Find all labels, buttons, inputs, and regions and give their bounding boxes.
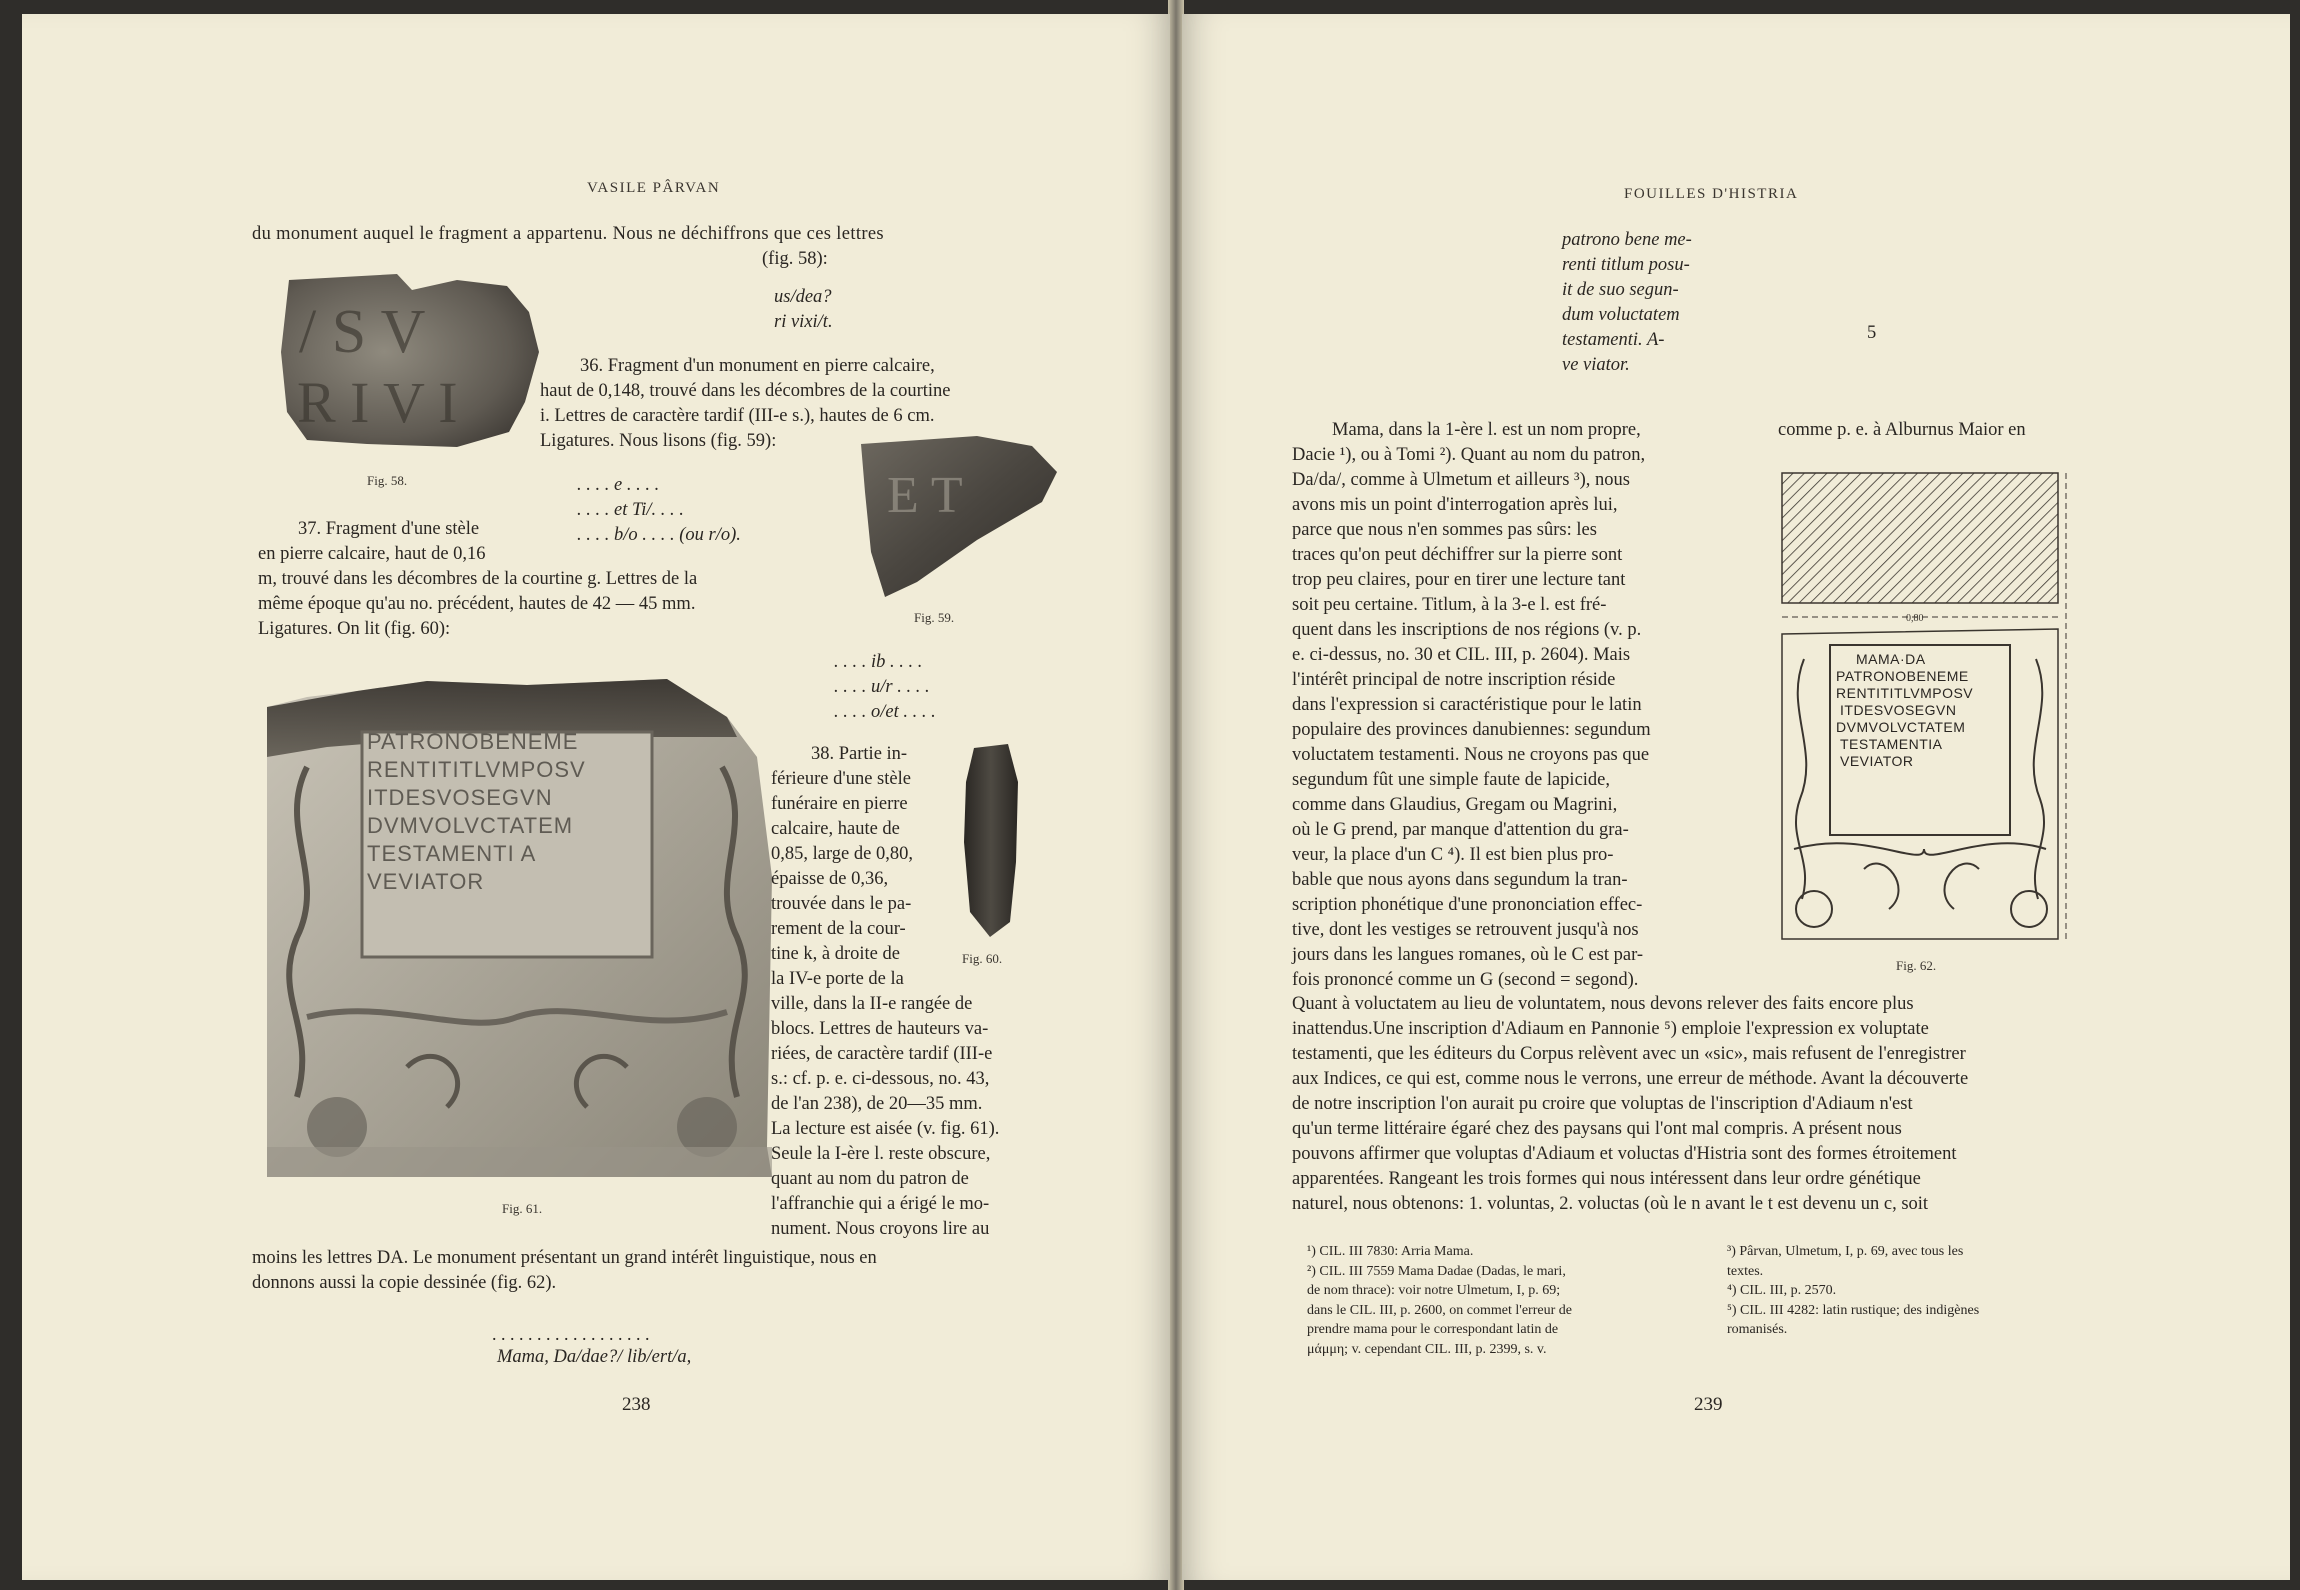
text-line: 36. Fragment d'un monument en pierre calcaire,	[580, 356, 935, 376]
fig61-photo	[267, 677, 775, 1177]
text-line: Dacie ¹), ou à Tomi ²). Quant au nom du patron,	[1292, 445, 1646, 465]
fig62-inscription-line: PATRONOBENEME	[1836, 668, 1969, 684]
intro-paragraph	[252, 222, 1070, 272]
text-line: m, trouvé dans les décombres de la courtine g. Lettres de la	[258, 569, 698, 589]
text-line: scription phonétique d'une prononciation effec-	[1292, 895, 1643, 915]
footnote: textes.	[1727, 1263, 1764, 1279]
inscription-line: renti titlum posu-	[1562, 255, 1690, 275]
reading-line: ri vixi/t.	[774, 312, 833, 332]
fig62-drawing	[1774, 469, 2074, 949]
footnote: dans le CIL. III, p. 2600, on commet l'erreur de	[1307, 1302, 1572, 1318]
fig62-inscription-line: ITDESVOSEGVN	[1840, 702, 1957, 718]
fig60-reading	[834, 650, 936, 725]
caption-fig62: Fig. 62.	[1896, 958, 1937, 973]
caption-fig59: Fig. 59.	[914, 610, 955, 625]
text-line: veur, la place d'un C ⁴). Il est bien plus pro-	[1292, 845, 1614, 865]
svg-text:ITDESVOSEGVN: ITDESVOSEGVN	[367, 785, 553, 810]
item-37-paragraph	[258, 517, 870, 642]
continued-paragraph	[1292, 992, 2107, 1217]
inscription-line: it de suo segun-	[1562, 280, 1679, 300]
inscription-line: testamenti. A-	[1562, 330, 1665, 350]
reading-line: us/dea?	[774, 287, 832, 307]
text-line: riées, de caractère tardif (III-e	[771, 1044, 993, 1064]
text-line: tine k, à droite de	[771, 944, 900, 964]
running-header: FOUILLES D'HISTRIA	[1624, 186, 1799, 202]
text-line: 38. Partie in-	[811, 744, 908, 764]
footnotes-left	[1307, 1242, 1691, 1359]
svg-text:/ S V: / S V	[299, 298, 426, 366]
text-line: soit peu certaine. Titlum, à la 3-e l. est fré-	[1292, 595, 1607, 615]
fig58-reading	[774, 285, 833, 335]
right-page	[1182, 14, 2290, 1580]
text-line: i. Lettres de caractère tardif (III-e s.), hautes de 6 cm.	[540, 406, 935, 426]
svg-text:E T: E T	[887, 467, 963, 524]
text-line: haut de 0,148, trouvé dans les décombres de la courtine	[540, 381, 951, 401]
page-number: 239	[1694, 1394, 1723, 1415]
text-line: l'affranchie qui a érigé le mo-	[771, 1194, 990, 1214]
text-line: pouvons affirmer que voluptas d'Adiaum et voluctas d'Histria sont des formes étroitement	[1292, 1144, 1957, 1164]
text-line: férieure d'une stèle	[771, 769, 911, 789]
text-line: trop peu claires, pour en tirer une lecture tant	[1292, 570, 1626, 590]
inscription-transcription	[1562, 228, 1692, 378]
fig62-inscription-line: RENTITITLVMPOSV	[1836, 685, 1974, 701]
svg-text:PATRONOBENEME: PATRONOBENEME	[367, 729, 579, 754]
running-header: VASILE PÂRVAN	[587, 180, 721, 196]
text-line: testamenti, que les éditeurs du Corpus relèvent avec un «sic», mais refusent de l'enregistrer	[1292, 1044, 1966, 1064]
text-line: ville, dans la II-e rangée de	[771, 994, 973, 1014]
text-line: populaire des provinces danubiennes: segundum	[1292, 720, 1651, 740]
main-paragraph	[1292, 418, 1857, 993]
footnote: ¹) CIL. III 7830: Arria Mama.	[1307, 1244, 1474, 1259]
text-line: épaisse de 0,36,	[771, 869, 889, 889]
text-line: comme dans Glaudius, Gregam ou Magrini,	[1292, 795, 1618, 815]
footnotes-right	[1727, 1242, 2117, 1340]
text-line: Ligatures. On lit (fig. 60):	[258, 619, 451, 639]
text-line: e. ci-dessus, no. 30 et CIL. III, p. 2604). Mais	[1292, 645, 1631, 665]
text-line: même époque qu'au no. précédent, hautes de 42 — 45 mm.	[258, 594, 696, 614]
text-line: calcaire, haute de	[771, 819, 900, 839]
text-line: parce que nous n'en sommes pas sûrs: les	[1292, 520, 1597, 540]
text-line: Seule la I-ère l. reste obscure,	[771, 1144, 991, 1164]
page-number: 238	[622, 1394, 651, 1415]
reading-line: . . . . u/r . . . .	[834, 677, 930, 697]
text-line: de notre inscription l'on aurait pu croire que voluptas de l'inscription d'Adiaum n'est	[1292, 1094, 1913, 1114]
caption-fig61: Fig. 61.	[502, 1201, 543, 1216]
fig62-inscription-line: VEVIATOR	[1840, 753, 1914, 769]
footnote: ⁵) CIL. III 4282: latin rustique; des indigènes	[1727, 1302, 1980, 1318]
main-paragraph-tail: comme p. e. à Alburnus Maior en	[1778, 420, 2026, 440]
text-line: l'intérêt principal de notre inscription réside	[1292, 670, 1616, 690]
svg-text:R I V I: R I V I	[297, 370, 458, 435]
svg-text:DVMVOLVCTATEM: DVMVOLVCTATEM	[367, 813, 574, 838]
text-line: blocs. Lettres de hauteurs va-	[771, 1019, 989, 1039]
text-line: nument. Nous croyons lire au	[771, 1219, 990, 1239]
footnote: de nom thrace): voir notre Ulmetum, I, p. 69;	[1307, 1283, 1561, 1298]
text-line: inattendus.Une inscription d'Adiaum en Pannonie ⁵) emploie l'expression ex voluptate	[1292, 1019, 1929, 1039]
fig59-photo	[857, 432, 1062, 600]
text-line: fois prononcé comme un G (second = segond).	[1292, 970, 1639, 990]
inscription-line: ve viator.	[1562, 355, 1630, 375]
item-38-paragraph	[771, 742, 1060, 1242]
closing-paragraph	[252, 1246, 1070, 1296]
footnote: romanisés.	[1727, 1322, 1788, 1337]
text-line: (fig. 58):	[762, 249, 828, 269]
text-line: 37. Fragment d'une stèle	[298, 519, 480, 539]
text-line: jours dans les langues romanes, où le C est par-	[1292, 945, 1644, 965]
text-line: dans l'expression si caractéristique pour le latin	[1292, 695, 1642, 715]
fig62-inscription-line: DVMVOLVCTATEM	[1836, 719, 1966, 735]
text-line: bable que nous ayons dans segundum la tran-	[1292, 870, 1628, 890]
inscription-line: dum voluctatem	[1562, 305, 1680, 325]
text-line: tive, dont les vestiges se retrouvent jusqu'à nos	[1292, 920, 1639, 940]
text-line: aux Indices, ce qui est, comme nous le verrons, une erreur de méthode. Avant la découverte	[1292, 1069, 1969, 1089]
footnote: μάμμη; v. cependant CIL. III, p. 2399, s. v.	[1307, 1341, 1547, 1357]
text-line: naturel, nous obtenons: 1. voluntas, 2. voluctas (où le n avant le t est devenu un c, soit	[1292, 1194, 1929, 1214]
text-line: Da/da/, comme à Ulmetum et ailleurs ³), nous	[1292, 470, 1630, 490]
text-line: trouvée dans le pa-	[771, 894, 912, 914]
footnote: ⁴) CIL. III, p. 2570.	[1727, 1283, 1837, 1298]
text-line: en pierre calcaire, haut de 0,16	[258, 544, 486, 564]
text-line: Mama, dans la 1-ère l. est un nom propre,	[1332, 420, 1641, 440]
svg-text:VEVIATOR: VEVIATOR	[367, 869, 485, 894]
svg-text:TESTAMENTI A: TESTAMENTI A	[367, 841, 537, 866]
reading-line: . . . . et Ti/. . . .	[577, 500, 684, 520]
left-page	[22, 14, 1170, 1580]
text-line: s.: cf. p. e. ci-dessous, no. 43,	[771, 1069, 990, 1089]
fig62-inscription-line: TESTAMENTIA	[1840, 736, 1943, 752]
text-line: avons mis un point d'interrogation après lui,	[1292, 495, 1618, 515]
text-line: traces qu'on peut déchiffrer sur la pierre sont	[1292, 545, 1623, 565]
text-line: La lecture est aisée (v. fig. 61).	[771, 1119, 1000, 1139]
text-line: rement de la cour-	[771, 919, 906, 939]
reading-line: . . . . o/et . . . .	[834, 702, 936, 722]
text-line: où le G prend, par manque d'attention du gra-	[1292, 820, 1629, 840]
fig62-inscription-line: ΜΑΜΑ·DΑ	[1856, 651, 1926, 667]
text-line: quant au nom du patron de	[771, 1169, 969, 1189]
text-line: qu'un terme littéraire égaré chez des paysans qui l'ont mal compris. A présent nous	[1292, 1119, 1902, 1139]
text-line: du monument auquel le fragment a appartenu. Nous ne déchiffrons que ces lettres	[252, 224, 884, 244]
text-line: voluctatem testamenti. Nous ne croyons pas que	[1292, 745, 1650, 765]
text-line: quent dans les inscriptions de nos régions (v. p.	[1292, 620, 1642, 640]
dimension-label: 0,80	[1906, 613, 1924, 624]
text-line: la IV-e porte de la	[771, 969, 904, 989]
fig58-photo	[277, 272, 542, 452]
reading-line: . . . . e . . . .	[577, 475, 660, 495]
text-line: apparentées. Rangeant les trois formes qui nous intéressent dans leur ordre génétique	[1292, 1169, 1921, 1189]
text-line: Quant à voluctatem au lieu de voluntatem, nous devons relever des faits encore plus	[1292, 994, 1914, 1014]
text-line: moins les lettres DA. Le monument présentant un grand intérêt linguistique, nous en	[252, 1248, 877, 1268]
svg-text:RENTITITLVMPOSV: RENTITITLVMPOSV	[367, 757, 586, 782]
reading-line: . . . . b/o . . . . (ou r/o).	[577, 525, 741, 545]
text-line: Ligatures. Nous lisons (fig. 59):	[540, 431, 777, 451]
ellipsis-line: . . . . . . . . . . . . . . . . . .	[492, 1324, 650, 1344]
text-line: de l'an 238), de 20—35 mm.	[771, 1094, 983, 1114]
line-number: 5	[1867, 323, 1877, 343]
text-line: donnons aussi la copie dessinée (fig. 62).	[252, 1273, 557, 1293]
reading-line: . . . . ib . . . .	[834, 652, 923, 672]
text-line: segundum fût une simple faute de lapicide,	[1292, 770, 1611, 790]
text-line: funéraire en pierre	[771, 794, 908, 814]
caption-fig60: Fig. 60.	[962, 951, 1003, 966]
inscription-line: patrono bene me-	[1562, 230, 1692, 250]
footnote: prendre mama pour le correspondant latin de	[1307, 1322, 1559, 1337]
text-line: 0,85, large de 0,80,	[771, 844, 913, 864]
caption-fig58: Fig. 58.	[367, 473, 408, 488]
footnote: ²) CIL. III 7559 Mama Dadae (Dadas, le mari,	[1307, 1263, 1566, 1279]
final-reading: Mama, Da/dae?/ lib/ert/a,	[497, 1347, 692, 1367]
footnote: ³) Pârvan, Ulmetum, I, p. 69, avec tous les	[1727, 1244, 1964, 1259]
